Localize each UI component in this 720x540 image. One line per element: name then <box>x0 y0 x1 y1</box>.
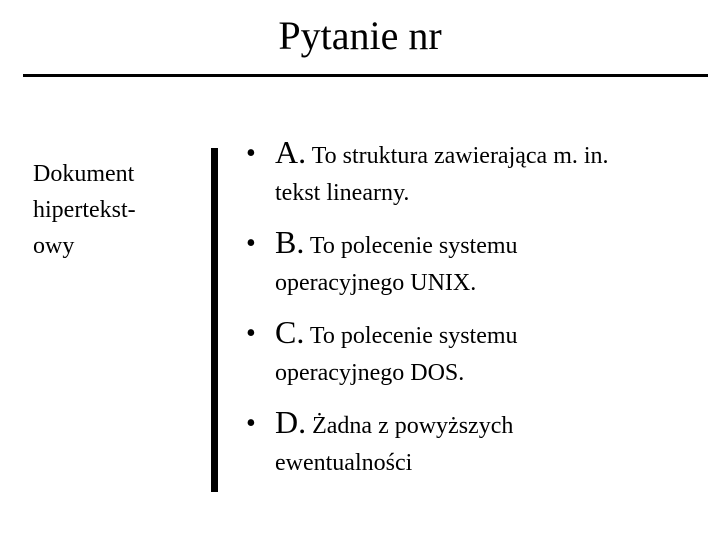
bullet-icon: • <box>246 408 256 439</box>
answer-text: To polecenie systemu <box>309 323 518 349</box>
answer-option-b[interactable] <box>246 222 706 300</box>
answer-letter: C. <box>275 314 305 350</box>
answer-text-continued: operacyjnego UNIX. <box>275 270 477 296</box>
answer-letter: B. <box>275 224 305 260</box>
topic-line: Dokument <box>33 161 135 187</box>
answer-letter: A. <box>275 134 307 170</box>
answer-text: To polecenie systemu <box>309 233 518 259</box>
topic-label <box>33 156 183 264</box>
answer-option-c[interactable] <box>246 312 706 390</box>
answer-text: Żadna z powyższych <box>312 413 514 439</box>
answer-text-continued: ewentualności <box>275 450 413 476</box>
topic-line: owy <box>33 233 75 259</box>
answer-option-d[interactable] <box>246 402 706 480</box>
answer-list <box>246 132 706 480</box>
answer-text-continued: tekst linearny. <box>275 180 410 206</box>
answer-option-a[interactable] <box>246 132 706 210</box>
answer-text-continued: operacyjnego DOS. <box>275 360 465 386</box>
bullet-icon: • <box>246 228 256 259</box>
topic-line: hipertekst- <box>33 197 136 223</box>
bullet-icon: • <box>246 138 256 169</box>
slide-title: Pytanie nr <box>278 13 442 58</box>
answer-text: To struktura zawierająca m. in. <box>311 143 609 169</box>
title-underline <box>23 74 708 77</box>
bullet-icon: • <box>246 318 256 349</box>
vertical-divider <box>211 148 218 492</box>
answer-letter: D. <box>275 404 307 440</box>
